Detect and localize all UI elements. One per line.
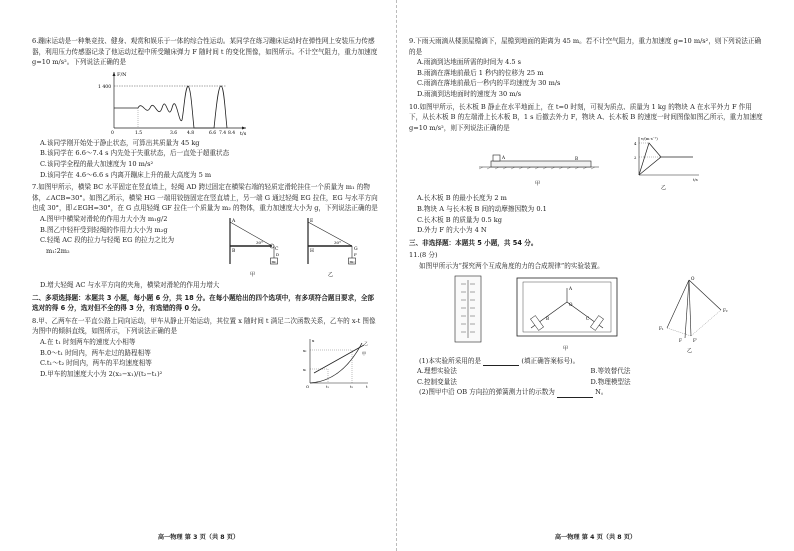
left-footer: 高一物理 第 3 页（共 8 页）	[157, 534, 240, 541]
q7-label-b: B	[232, 248, 236, 254]
left-column	[32, 36, 379, 391]
question-9	[409, 36, 764, 100]
q6-x-tick: 6.6	[209, 130, 217, 136]
q7-label-h: H	[310, 248, 314, 254]
right-page	[397, 0, 794, 551]
q10-option-d: D.外力 F 的大小为 4 N	[417, 226, 487, 235]
q8-option-a: A.在 t₁ 时刻两车的速度大小相等	[40, 337, 136, 346]
q10-label-b: B	[575, 156, 579, 162]
q7-label-m2: m₂	[349, 258, 355, 264]
q7-label-g: G	[354, 246, 358, 252]
q8-graph-jia: 甲	[362, 350, 366, 356]
q8-option-d: D.甲车的加速度大小为 2(x₂−x₁)/(t₂−t₁)²	[40, 369, 163, 378]
q8-graph-t1: t₁	[326, 384, 329, 389]
q8-graph-yi: 乙	[364, 340, 368, 346]
q6-x-tick: 3.6	[170, 130, 178, 136]
q7-option-a: A.图甲中横梁对滑轮的作用力大小为 m₁g/2	[40, 214, 168, 223]
q7-body	[32, 214, 379, 280]
q11-label-f: F	[679, 337, 682, 343]
q10-tick-v2: 2	[634, 155, 637, 161]
q7-options	[32, 214, 212, 256]
q11-head: 11.(8 分)	[409, 251, 438, 260]
q6-x-label: t/s	[240, 130, 247, 137]
q9-stem: 9.下雨天雨滴从楼顶屋檐滴下，屋檐到地面的距离为 45 m。若不计空气阻力，重力加速度 g=10 m/s²，则下列说法正确的是	[409, 37, 762, 56]
q9-option-b: B.雨滴在落地前最后 1 秒内的位移为 25 m	[417, 68, 544, 77]
q11-label-b: B	[546, 315, 550, 321]
q7-figures	[212, 214, 372, 280]
q8-options	[32, 337, 302, 379]
q7-option-c: C.轻绳 AC 段的拉力与轻绳 EG 的拉力之比为	[40, 236, 175, 245]
q8-graph-t: t	[366, 383, 368, 389]
q11-sub1-text: (1)本实验所采用的是	[419, 356, 482, 365]
q6-y-tick: 1 400	[98, 84, 112, 90]
q7-angle-jia: 30°	[256, 239, 264, 245]
q8-body	[32, 337, 379, 389]
q11-choice-c: C.控制变量法	[417, 377, 457, 386]
q6-force-time-graph	[98, 70, 252, 137]
q7-label-a: A	[232, 218, 236, 224]
q8-graph-t2: t₂	[350, 384, 353, 389]
q9-option-a: A.雨滴到达地面所需的时间为 4.5 s	[417, 58, 522, 67]
q7-label-e: E	[310, 218, 314, 224]
q8-position-time-graph	[302, 337, 372, 389]
q7-label-d: D	[276, 251, 280, 257]
question-10	[409, 102, 764, 236]
question-11	[409, 250, 764, 398]
q11-sub1-blank[interactable]	[483, 358, 519, 366]
q7-caption-jia: 甲	[250, 271, 256, 278]
q10-tick-v4: 4	[634, 141, 637, 147]
question-7	[32, 182, 379, 290]
right-column	[409, 36, 764, 400]
q11-label-a: A	[569, 285, 573, 291]
q6-stem: 6.蹦床运动是一种集竞技、健身、观赏和娱乐于一体的综合性运动。某同学在练习蹦床运动时在弹性网上安装压力传感器，利用压力传感器记录了他运动过程中所受蹦床弹力 F 随时间 t 的变化图像，如图所示。不计空气阻力，重力加速度 g=10 m/s²。下列说法正确的是	[32, 37, 378, 67]
q7-label-f: F	[354, 251, 357, 257]
q11-label-f1: F₁	[659, 325, 664, 331]
q6-x-tick: 4.8	[187, 130, 195, 136]
question-8	[32, 316, 379, 389]
q11-figures	[439, 274, 739, 354]
q9-option-d: D.雨滴到达地面时的速度为 30 m/s	[417, 89, 522, 98]
q8-graph-x1: x₁	[303, 367, 307, 372]
q10-option-a: A.长木板 B 的最小长度为 2 m	[417, 194, 507, 203]
q7-angle-yi: 30°	[334, 239, 342, 245]
q11-sub1-tail: (填正确答案标号)。	[521, 356, 580, 365]
q10-stem: 10.如图甲所示，长木板 B 静止在水平地面上，在 t=0 时刻，可视为质点、质量为 1 kg 的物块 A 在水平外力 F 作用下，从长木板 B 的左端滑上长木板 B，1 s 后撤去外力 F，物块 A、长木板 B 的速度一时间图像如图乙所示，重力加速度 g=10 m/s²，则下列说法正确的是	[409, 102, 763, 132]
q11-choice-a: A.理想实验法	[417, 367, 457, 376]
q6-option-b: B.该同学在 6.6～7.4 s 内先处于失重状态，后一直处于超重状态	[40, 149, 230, 158]
q10-label-a: A	[502, 155, 506, 161]
q10-figures	[449, 135, 749, 191]
q10-option-c: C.长木板 B 的质量为 0.5 kg	[417, 215, 502, 224]
section-2-heading: 二、多项选择题：本题共 3 小题，每小题 6 分，共 18 分。在每小题给出的四个选项中，有多项符合题目要求，全部选对的得 6 分，选对但不全的得 3 分，有选错的得 0 分。	[32, 293, 375, 313]
q11-sub2	[419, 387, 764, 398]
q6-x-tick: 8.4	[228, 130, 236, 136]
q7-option-c-ratio: m₁∶2m₂	[46, 246, 70, 255]
q10-caption-jia: 甲	[535, 181, 541, 188]
q8-graph-x2: x₂	[303, 348, 307, 353]
q6-y-label: F/N	[117, 71, 127, 78]
q9-option-c: C.雨滴在落地前最后一秒内的平均速度为 30 m/s	[417, 79, 561, 88]
question-6	[32, 36, 379, 180]
q10-axis-v: v/(m·s⁻¹)	[641, 136, 658, 142]
q7-option-b: B.图乙中轻杆受到轻绳的作用力大小为 m₂g	[40, 225, 168, 234]
q8-option-b: B.0～t₁ 时间内，两车走过的路程相等	[40, 348, 151, 357]
q7-label-c: C	[275, 246, 279, 252]
q6-option-c: C.该同学全程的最大加速度为 10 m/s²	[40, 159, 154, 168]
q7-option-d: D.增大轻绳 AC 与水平方向的夹角，横梁对滑轮的作用力增大	[40, 280, 220, 289]
q6-x-tick: 1.5	[135, 130, 143, 136]
q10-option-b: B.物块 A 与长木板 B 间的动摩擦因数为 0.1	[417, 204, 547, 213]
q6-option-d: D.该同学在 4.6～6.6 s 内离开蹦床上升的最大高度为 5 m	[40, 170, 212, 179]
q11-sub2-blank[interactable]	[557, 390, 593, 398]
q11-sub2-text: (2)图甲中沿 OB 方向拉的弹簧测力计的示数为	[419, 388, 555, 397]
q7-label-m1: m₁	[271, 258, 277, 264]
section-3-heading: 三、非选择题：本题共 5 小题，共 54 分。	[409, 238, 538, 247]
q11-label-o-yi: O	[691, 275, 695, 281]
q11-label-f2: F₂	[723, 307, 728, 313]
q11-label-o: O	[569, 301, 573, 307]
q11-sub2-tail: N。	[595, 388, 608, 397]
q7-caption-yi: 乙	[328, 271, 334, 278]
q11-label-fp: F'	[693, 337, 698, 343]
right-footer: 高一物理 第 4 页（共 8 页）	[554, 534, 637, 541]
q6-x-tick: 0	[111, 130, 114, 136]
q11-choices	[417, 366, 764, 387]
q8-option-c: C.t₁～t₂ 时间内，两车的平均速度相等	[40, 359, 152, 368]
q11-caption-jia: 甲	[563, 345, 569, 352]
q6-x-tick: 7.4	[219, 130, 227, 136]
q6-option-a: A.该同学刚开始处于静止状态，可算出其质量为 45 kg	[40, 138, 200, 147]
q10-caption-yi: 乙	[661, 185, 667, 192]
q8-graph-x-axis: x	[312, 337, 315, 343]
q11-caption-yi: 乙	[687, 347, 693, 354]
q11-choice-d: D.物理模型法	[590, 377, 631, 386]
q7-stem: 7.如图甲所示，横梁 BC 水平固定在竖直墙上，轻绳 AD 跨过固定在横梁右端的轻质定滑轮挂住一个质量为 m₁ 的物体，∠ACB=30°。如图乙所示，横梁 HG 一端用铰链固定在竖直墙上，另一端 G 通过轻绳 EG 拉住，EG 与水平方向也成 30°，即∠EGH=30°，在 G 点用轻绳 GF 拉住一个质量为 m₂ 的物体，重力加速度大小为 g，下列说法正确的是	[32, 183, 378, 213]
q8-stem: 8.甲、乙两车在一平直公路上同向运动，甲车从静止开始运动，其位置 x 随时间 t 满足二次函数关系，乙车的 x-t 图像为图中的倾斜直线，如图所示，下列说法正确的是	[32, 316, 376, 336]
q11-choice-b: B.等效替代法	[590, 367, 631, 376]
q8-graph-origin: O	[306, 383, 310, 389]
q11-intro: 如图甲所示为“探究两个互成角度的力的合成规律”的实验装置。	[419, 261, 604, 270]
q11-label-c: C	[586, 315, 590, 321]
q10-axis-t: t/s	[693, 177, 698, 183]
q11-sub1	[419, 356, 764, 367]
